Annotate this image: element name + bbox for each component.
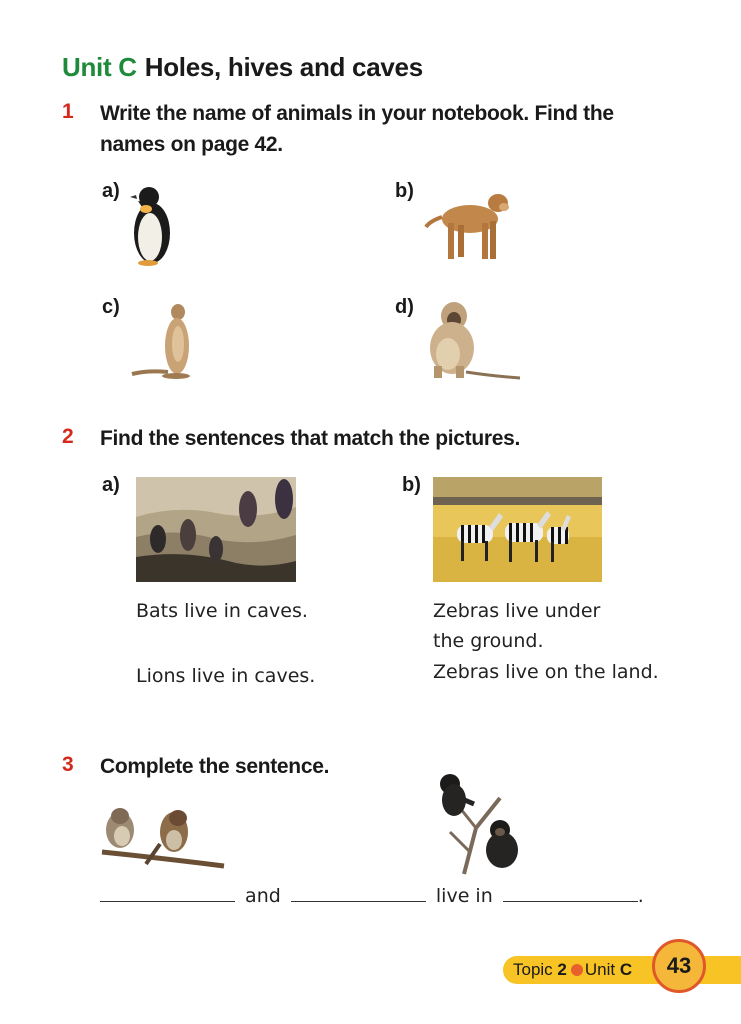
topic-label: Topic <box>513 960 553 979</box>
question-2-number: 2 <box>62 425 74 448</box>
blank-3-input[interactable] <box>503 883 638 902</box>
question-3-number: 3 <box>62 753 74 776</box>
footer-label <box>513 958 632 982</box>
unit-letter: C <box>619 960 633 979</box>
monkey-image <box>422 296 522 382</box>
meerkat-image <box>128 300 196 380</box>
unit-heading: Holes, hives and caves <box>144 52 423 82</box>
unit-label: Unit C <box>62 52 137 82</box>
q3-sentence <box>100 881 644 911</box>
zebras-image <box>433 477 602 582</box>
q1-label-c: c) <box>102 296 120 318</box>
q2b-option-2: Zebras live on the land. <box>433 661 659 683</box>
unit-footer-label: Unit <box>584 960 616 979</box>
blank-1-input[interactable] <box>100 883 235 902</box>
q2b-option-1-line-2: the ground. <box>433 630 544 652</box>
q2a-option-2: Lions live in caves. <box>136 665 316 687</box>
unit-title <box>62 52 423 83</box>
question-1-number: 1 <box>62 100 74 123</box>
word-and: and <box>245 885 281 907</box>
q2b-option-1 <box>433 596 600 656</box>
question-1-line-2: names on page 42. <box>100 133 283 156</box>
q1-label-b: b) <box>395 180 414 202</box>
q2b-option-1-line-1: Zebras live under <box>433 600 601 622</box>
question-3-text: Complete the sentence. <box>100 755 330 778</box>
topic-number: 2 <box>557 960 567 979</box>
q2-label-b: b) <box>402 474 421 496</box>
sentence-period: . <box>637 885 644 907</box>
q1-label-a: a) <box>102 180 120 202</box>
word-live-in: live in <box>435 885 493 907</box>
page-number: 43 <box>652 939 706 993</box>
q2-label-a: a) <box>102 474 120 496</box>
chimpanzees-image <box>430 768 530 876</box>
penguin-image <box>128 183 176 267</box>
bullet-dot-icon <box>571 964 583 976</box>
question-1-text <box>100 98 700 160</box>
question-2-text: Find the sentences that match the pictures. <box>100 427 521 450</box>
q1-label-d: d) <box>395 296 414 318</box>
question-1-line-1: Write the name of animals in your notebook. Find the <box>100 102 614 125</box>
lioness-image <box>424 183 512 265</box>
bats-in-cave-image <box>136 477 296 582</box>
sparrows-image <box>100 804 226 876</box>
q2a-option-1: Bats live in caves. <box>136 600 308 622</box>
blank-2-input[interactable] <box>291 883 426 902</box>
